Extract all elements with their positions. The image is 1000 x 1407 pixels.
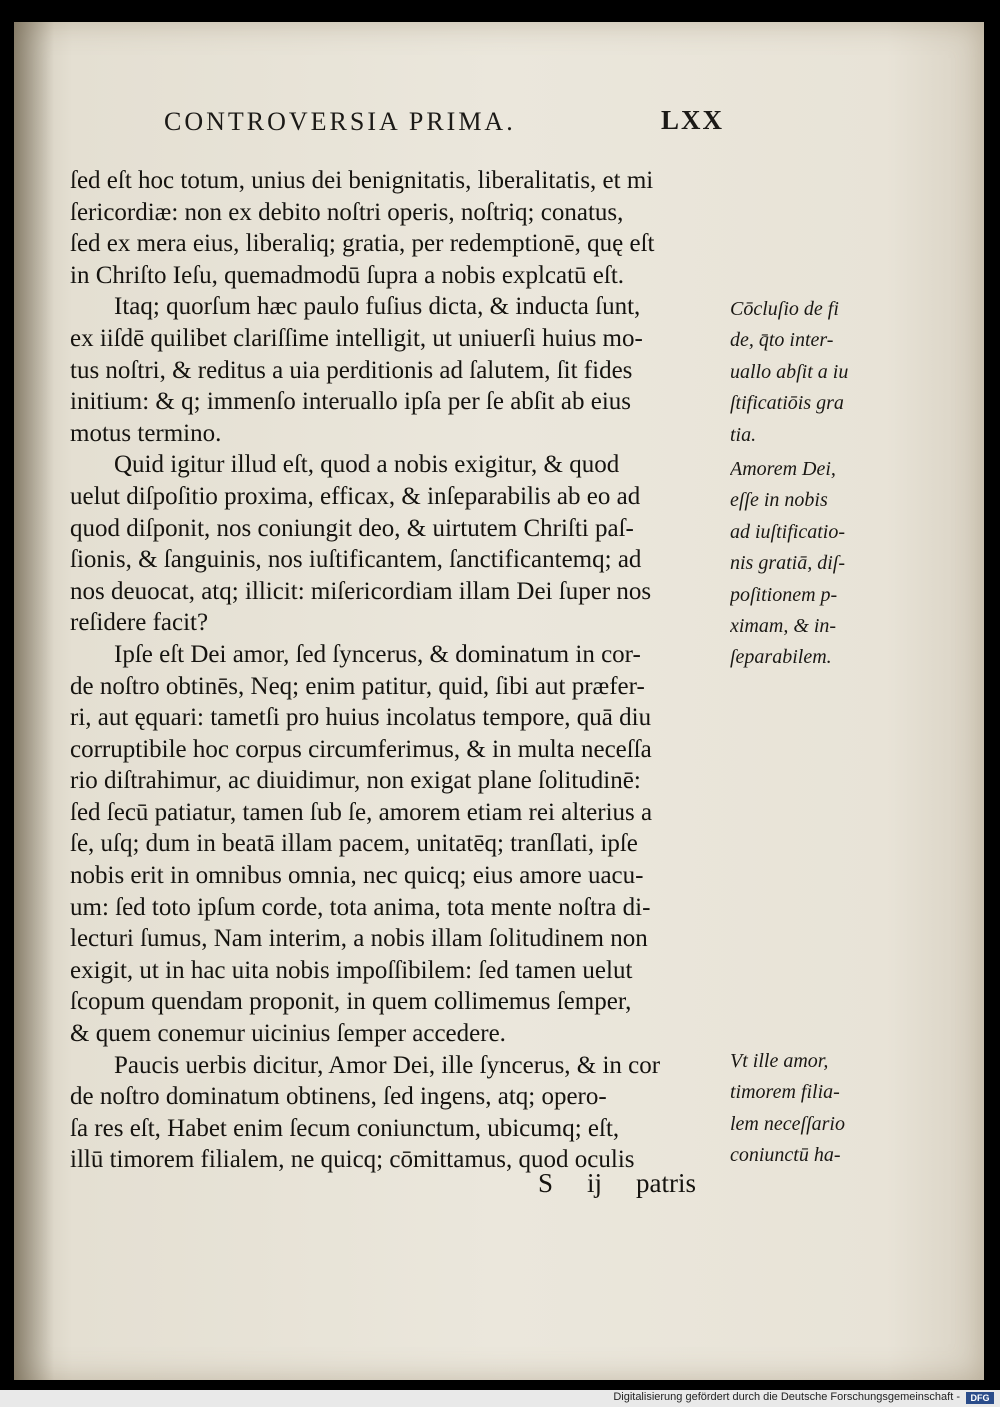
margin-note-line: lem neceſſario	[730, 1112, 845, 1135]
margin-note-line: tia.	[730, 423, 757, 446]
footer-bar	[0, 1390, 1000, 1407]
margin-note	[730, 1046, 858, 1172]
text-line: Ipſe eſt Dei amor, ſed ſyncerus, & dominatum in cor-	[114, 640, 641, 668]
text-line: Quid igitur illud eſt, quod a nobis exigitur, & quod	[114, 451, 620, 479]
running-head	[164, 105, 724, 141]
margin-note-line: timorem filia-	[730, 1081, 840, 1104]
text-line: motus termino.	[70, 419, 222, 447]
margin-note-line: de, q̄to inter-	[730, 329, 834, 352]
folio-number: LXX	[660, 105, 724, 135]
text-line: corruptibile hoc corpus circumferimus, & in multa neceſſa	[70, 735, 652, 763]
catchword-line	[538, 1168, 730, 1199]
text-line: de noſtro obtinēs, Neq; enim patitur, quid, ſibi aut præfer-	[70, 672, 645, 700]
text-line: reſidere facit?	[70, 609, 209, 637]
catchword: patris	[636, 1168, 697, 1198]
text-line: initium: & q; immenſo interuallo ipſa per ſe abſit ab eius	[70, 388, 631, 416]
running-title: CONTROVERSIA PRIMA.	[164, 107, 516, 136]
text-line: rio diſtrahimur, ac diuidimur, non exigat plane ſolitudinē:	[70, 767, 641, 795]
text-line: um: ſed toto ipſum corde, tota anima, tota mente noſtra di-	[70, 893, 651, 921]
text-line: Itaq; quorſum hæc paulo fuſius dicta, & inducta ſunt,	[114, 293, 641, 321]
text-line: & quem conemur uicinius ſemper accedere.	[70, 1020, 506, 1048]
footer-credit: Digitalisierung gefördert durch die Deutsche Forschungsgemeinschaft -	[613, 1391, 960, 1403]
text-line: in Chriſto Ieſu, quemadmodū ſupra a nobis explcatū eſt.	[70, 261, 625, 289]
text-line: ſcopum quendam proponit, in quem collimemus ſemper,	[70, 988, 632, 1016]
text-line: Paucis uerbis dicitur, Amor Dei, ille ſyncerus, & in cor	[114, 1051, 661, 1079]
margin-note-line: ſeparabilem.	[730, 646, 832, 669]
text-line: exigit, ut in hac uita nobis impoſſibilem: ſed tamen uelut	[70, 956, 633, 984]
main-text-block	[70, 165, 730, 1176]
margin-note-line: nis gratiā, diſ-	[730, 552, 846, 575]
text-line: uelut diſpoſitio proxima, efficax, & inſeparabilis ab eo ad	[70, 482, 641, 510]
text-line: quod diſponit, nos coniungit deo, & uirtutem Chriſti paſ-	[70, 514, 634, 542]
text-line: ri, aut ęquari: tametſi pro huius incolatus tempore, quā diu	[70, 704, 652, 732]
text-line: lecturi ſumus, Nam interim, a nobis illam ſolitudinem non	[70, 925, 648, 953]
text-line: nos deuocat, atq; illicit: miſericordiam illam Dei ſuper nos	[70, 577, 652, 605]
text-line: ſed ſecū patiatur, tamen ſub ſe, amorem etiam rei alterius a	[70, 798, 653, 826]
signature-mark: S	[538, 1168, 554, 1198]
book-page	[14, 22, 984, 1380]
text-line: ſed ex mera eius, liberaliq; gratia, per redemptionē, quę eſt	[70, 230, 655, 258]
margin-note	[730, 454, 858, 674]
margin-note-line: poſitionem p-	[730, 583, 838, 606]
text-line: de noſtro dominatum obtinens, ſed ingens, atq; opero-	[70, 1083, 607, 1111]
text-line: ſericordiæ: non ex debito noſtri operis, noſtriq; conatus,	[70, 198, 624, 226]
text-line: tus noſtri, & reditus a uia perditionis ad ſalutem, ſit fides	[70, 356, 633, 384]
dfg-logo: DFG	[966, 1392, 994, 1404]
margin-note-line: ximam, & in-	[730, 614, 837, 637]
text-line: ſa res eſt, Habet enim ſecum coniunctum, ubicumq; eſt,	[70, 1114, 620, 1142]
margin-note-line: Cōcluſio de fi	[730, 298, 839, 320]
text-line: illū timorem filialem, ne quicq; cōmittamus, quod oculis	[70, 1146, 635, 1174]
text-line: ex iiſdē quilibet clariſſime intelligit, ut uniuerſi huius mo-	[70, 324, 643, 352]
text-line: ſe, uſq; dum in beatā illam pacem, unitatēq; tranſlati, ipſe	[70, 830, 638, 858]
margin-note-line: uallo abſit a iu	[730, 360, 849, 383]
margin-note-line: ad iuſtificatio-	[730, 520, 845, 543]
margin-note-line: Amorem Dei,	[730, 458, 836, 480]
text-line: nobis erit in omnibus omnia, nec quicq; eius amore uacu-	[70, 862, 644, 890]
text-line: ſionis, & ſanguinis, nos iuſtificantem, ſanctificantemq; ad	[70, 546, 642, 574]
margin-note-line: eſſe in nobis	[730, 489, 828, 512]
margin-note-line: ſtificatiōis gra	[730, 392, 844, 415]
margin-note	[730, 294, 858, 451]
signature-number: ij	[587, 1168, 603, 1198]
margin-note-line: coniunctū ha-	[730, 1144, 841, 1167]
gutter-shadow	[14, 22, 54, 1380]
text-line: ſed eſt hoc totum, unius dei benignitatis, liberalitatis, et mi	[70, 167, 654, 194]
margin-note-line: Vt ille amor,	[730, 1050, 829, 1072]
